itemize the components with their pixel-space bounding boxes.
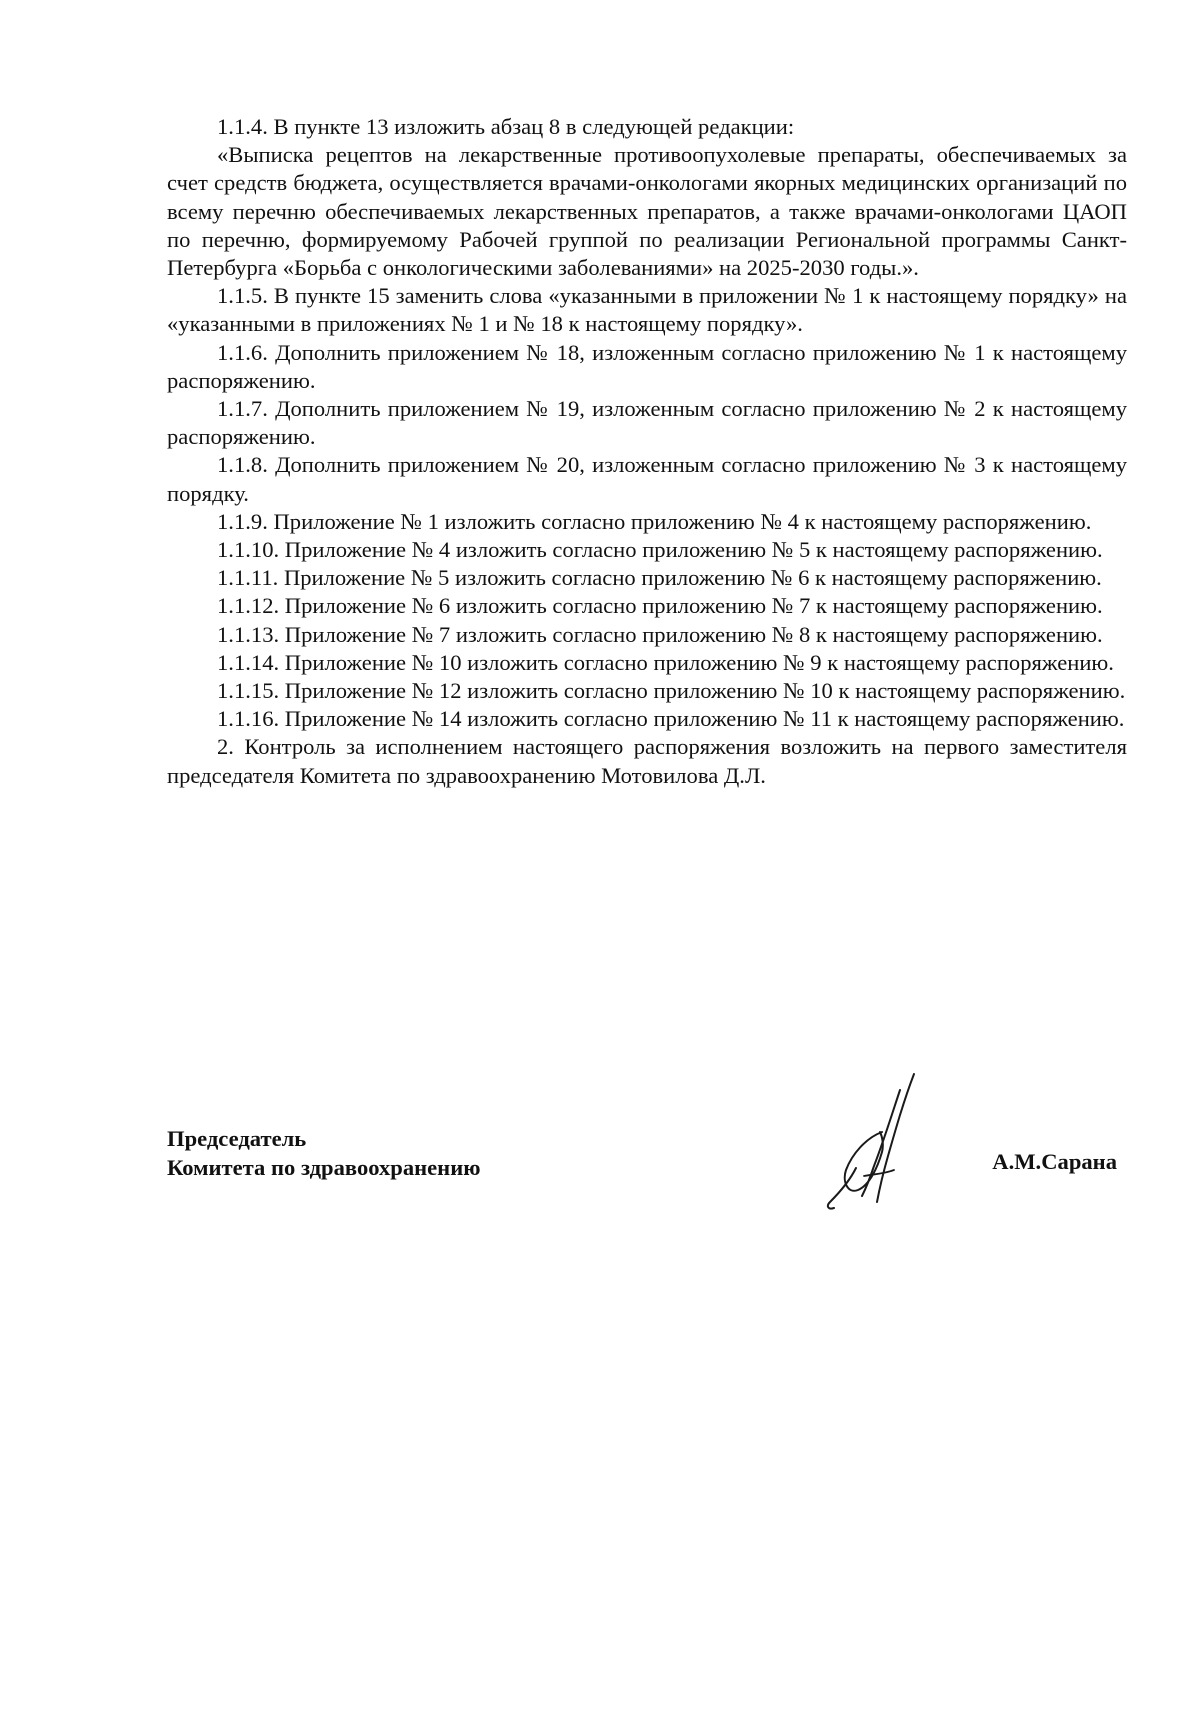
- document-body: [167, 113, 1127, 790]
- signer-title: [167, 1125, 481, 1182]
- paragraph-1-1-4: 1.1.4. В пункте 13 изложить абзац 8 в следующей редакции:: [217, 114, 795, 139]
- signature-block: [167, 1125, 1127, 1245]
- signer-title-line-2: Комитета по здравоохранению: [167, 1154, 481, 1180]
- paragraph-quote: «Выписка рецептов на лекарственные противоопухолевые препараты, обеспечиваемых за счет средств бюджета, осуществляется врачами-онкологами якорных медицинских организаций по всему перечню обеспечиваемых лекарственных препаратов, а также врачами-онкологами ЦАОП по перечню, формируемому Рабочей группой по реализации Региональной программы Санкт-Петербурга «Борьба с онкологическими заболеваниями» на 2025-2030 годы.».: [167, 142, 1127, 281]
- paragraph-1-1-5: 1.1.5. В пункте 15 заменить слова «указанными в приложении № 1 к настоящему порядку» на «указанными в приложениях № 1 и № 18 к настоящему порядку».: [167, 283, 1127, 337]
- paragraph-1-1-10: 1.1.10. Приложение № 4 изложить согласно приложению № 5 к настоящему распоряжению.: [217, 537, 1103, 563]
- paragraph-1-1-13: 1.1.13. Приложение № 7 изложить согласно приложению № 8 к настоящему распоряжению.: [217, 621, 1103, 647]
- handwritten-signature-icon: [822, 1070, 932, 1210]
- paragraph-1-1-12: 1.1.12. Приложение № 6 изложить согласно приложению № 7 к настоящему распоряжению.: [217, 593, 1103, 619]
- paragraph-1-1-11: 1.1.11. Приложение № 5 изложить согласно приложению № 6 к настоящему распоряжению.: [217, 565, 1102, 591]
- paragraph-1-1-15: 1.1.15. Приложение № 12 изложить согласно приложению № 10 к настоящему распоряжению.: [217, 678, 1126, 704]
- paragraph-1-1-16: 1.1.16. Приложение № 14 изложить согласно приложению № 11 к настоящему распоряжению.: [217, 706, 1125, 732]
- signer-name: А.М.Сарана: [992, 1149, 1117, 1174]
- paragraph-1-1-7: 1.1.7. Дополнить приложением № 19, изложенным согласно приложению № 2 к настоящему распоряжению.: [167, 396, 1127, 450]
- paragraph-1-1-14: 1.1.14. Приложение № 10 изложить согласно приложению № 9 к настоящему распоряжению.: [217, 649, 1114, 675]
- paragraph-2: 2. Контроль за исполнением настоящего распоряжения возложить на первого заместителя председателя Комитета по здравоохранению Мотовилова Д.Л.: [167, 734, 1127, 788]
- signer-title-line-1: Председатель: [167, 1126, 307, 1151]
- paragraph-1-1-8: 1.1.8. Дополнить приложением № 20, изложенным согласно приложению № 3 к настоящему порядку.: [167, 452, 1127, 506]
- paragraph-1-1-9: 1.1.9. Приложение № 1 изложить согласно приложению № 4 к настоящему распоряжению.: [217, 508, 1092, 534]
- paragraph-1-1-6: 1.1.6. Дополнить приложением № 18, изложенным согласно приложению № 1 к настоящему распоряжению.: [167, 339, 1127, 393]
